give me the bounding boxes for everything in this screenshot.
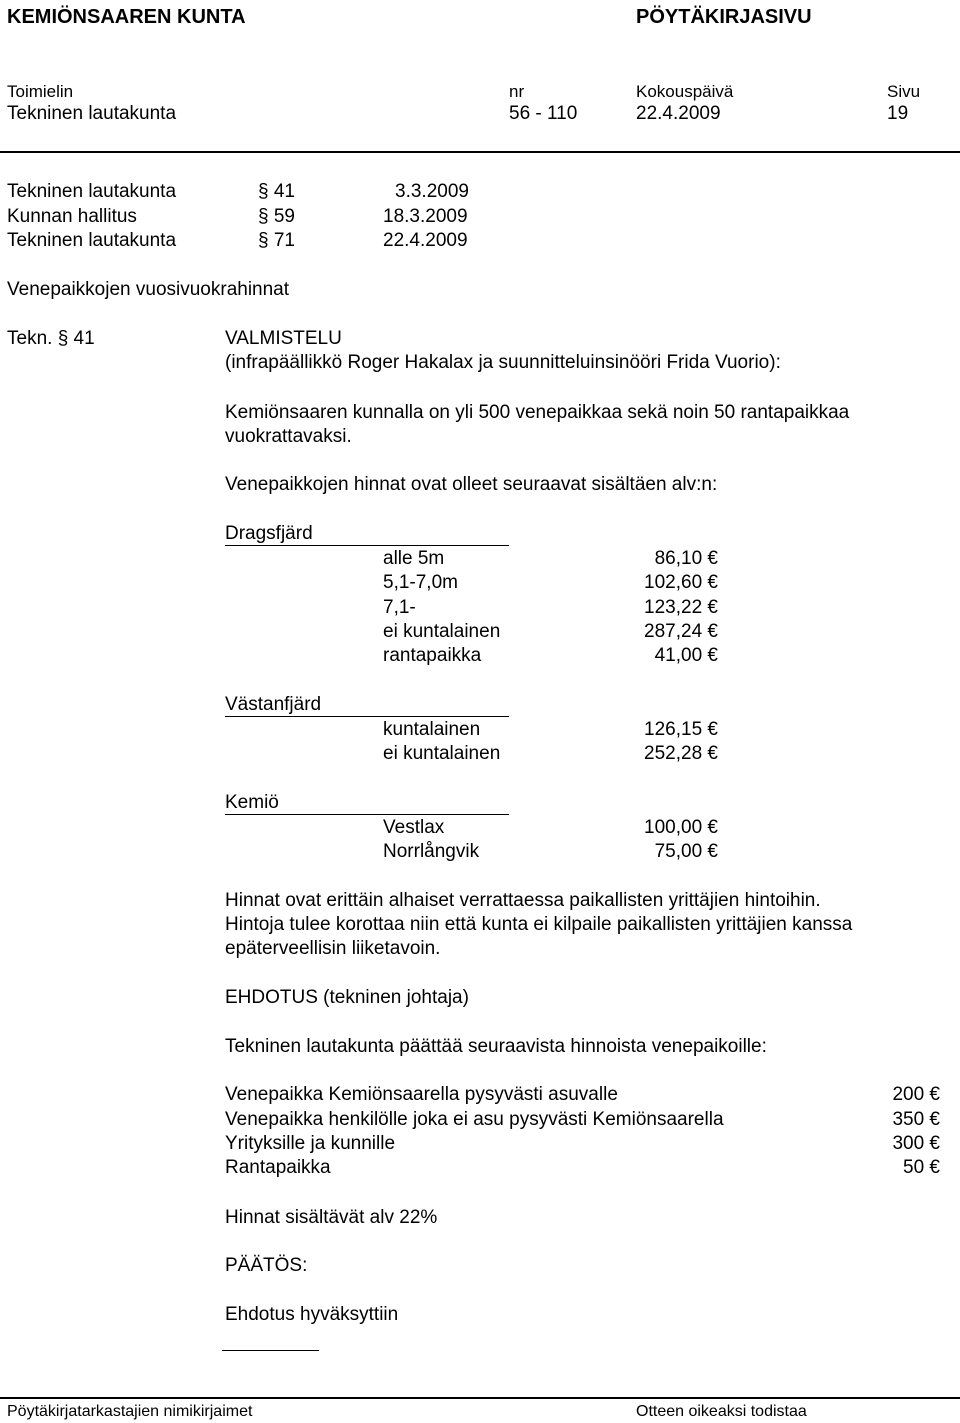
price-value: 123,22 € [644,597,718,618]
history-paragraph: § 41 [258,181,295,202]
header-divider [0,151,960,153]
intro-line: Kemiönsaaren kunnalla on yli 500 venepaikkaa sekä noin 50 rantapaikkaa [225,402,850,423]
assessment-line: Hintoja tulee korottaa niin että kunta ei kilpaile paikallisten yrittäjien kanssa [225,914,853,935]
price-value: 126,15 € [644,719,718,740]
proposal-text: Tekninen lautakunta päättää seuraavista hinnoista venepaikoille: [225,1036,767,1057]
proposal-price: 200 € [892,1084,940,1105]
history-body: Tekninen lautakunta [7,230,177,251]
proposal-label: Venepaikka Kemiönsaarella pysyvästi asuvalle [225,1084,618,1105]
price-label: rantapaikka [383,645,482,666]
price-label: ei kuntalainen [383,743,501,764]
proposal-label: Yrityksille ja kunnille [225,1133,396,1154]
section-heading: VALMISTELU [225,328,342,349]
price-value: 41,00 € [654,645,718,666]
organ-value: Tekninen lautakunta [7,103,177,124]
price-value: 252,28 € [644,743,718,764]
history-paragraph: § 71 [258,230,295,251]
price-label: 7,1- [383,597,416,618]
history-date: 3.3.2009 [395,181,469,202]
intro-line: vuokrattavaksi. [225,426,352,447]
history-date: 18.3.2009 [383,206,468,227]
price-value: 102,60 € [644,572,718,593]
area-underline [225,716,509,717]
prices-intro: Venepaikkojen hinnat ovat olleet seuraavat sisältäen alv:n: [225,474,718,495]
document-type: PÖYTÄKIRJASIVU [636,6,812,28]
area-name: Västanfjärd [225,694,322,715]
meeting-date-value: 22.4.2009 [636,103,721,124]
price-value: 100,00 € [644,817,718,838]
area-name: Kemiö [225,792,279,813]
price-label: alle 5m [383,548,445,569]
proposal-label: Rantapaikka [225,1157,331,1178]
history-date: 22.4.2009 [383,230,468,251]
price-value: 75,00 € [654,841,718,862]
page-label: Sivu [887,82,921,101]
area-name: Dragsfjärd [225,523,313,544]
nr-label: nr [509,82,525,101]
footer-divider [0,1397,960,1399]
footer-certification-label: Otteen oikeaksi todistaa [636,1403,807,1420]
price-label: 5,1-7,0m [383,572,458,593]
preparers: (infrapäällikkö Roger Hakalax ja suunnitteluinsinööri Frida Vuorio): [225,352,781,373]
price-value: 86,10 € [654,548,718,569]
history-paragraph: § 59 [258,206,295,227]
subject-title: Venepaikkojen vuosivuokrahinnat [7,279,290,300]
history-body: Tekninen lautakunta [7,181,177,202]
assessment-line: Hinnat ovat erittäin alhaiset verrattaessa paikallisten yrittäjien hintoihin. [225,890,821,911]
price-label: kuntalainen [383,719,481,740]
page-value: 19 [887,103,909,124]
proposal-label: Venepaikka henkilölle joka ei asu pysyvästi Kemiönsaarella [225,1109,724,1130]
proposal-heading: EHDOTUS (tekninen johtaja) [225,987,469,1008]
proposal-price: 50 € [903,1157,940,1178]
municipality-name: KEMIÖNSAAREN KUNTA [7,6,246,28]
price-value: 287,24 € [644,621,718,642]
area-underline [225,814,509,815]
history-body: Kunnan hallitus [7,206,137,227]
proposal-price: 300 € [892,1133,940,1154]
nr-value: 56 - 110 [509,103,578,124]
price-label: Vestlax [383,817,445,838]
price-label: ei kuntalainen [383,621,501,642]
proposal-price: 350 € [892,1109,940,1130]
decision-underline [222,1350,319,1351]
item-reference: Tekn. § 41 [7,328,95,349]
vat-note: Hinnat sisältävät alv 22% [225,1207,438,1228]
price-label: Norrlångvik [383,841,480,862]
decision-text: Ehdotus hyväksyttiin [225,1304,399,1325]
organ-label: Toimielin [7,82,74,101]
footer-initials-label: Pöytäkirjatarkastajien nimikirjaimet [7,1403,253,1420]
area-underline [225,545,509,546]
decision-heading: PÄÄTÖS: [225,1255,308,1276]
assessment-line: epäterveellisin liiketavoin. [225,938,441,959]
meeting-date-label: Kokouspäivä [636,82,734,101]
